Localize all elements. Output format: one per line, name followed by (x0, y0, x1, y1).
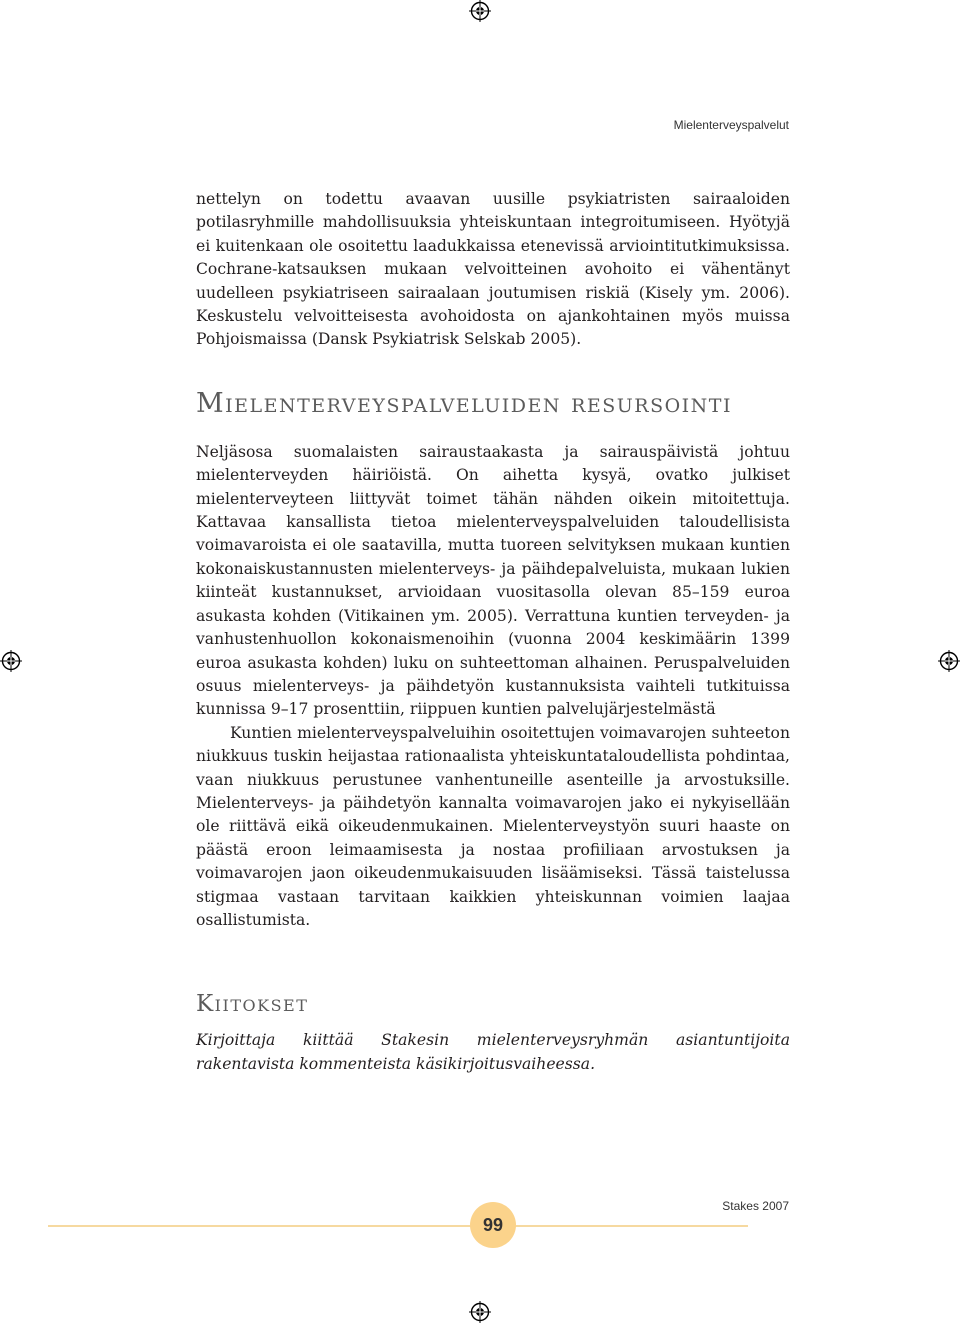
registration-mark-icon (0, 650, 22, 672)
footer-source: Stakes 2007 (722, 1199, 789, 1213)
page-content (196, 188, 790, 1076)
running-header: Mielenterveyspalvelut (673, 118, 789, 132)
registration-mark-icon (469, 0, 491, 22)
resursointi-paragraph-2: Kuntien mielenterveyspalveluihin osoitettujen voimavarojen suhteeton niukkuus tuskin heijastaa rationaalista yhteiskuntataloudellista pohdintaa, vaan niukkuus perustunee vanhentuneille asenteille ja arvostuksille. Mielenterveys- ja päihdetyön kannalta voimavarojen jako ei nykyisellään ole riittävä eikä oikeudenmukainen. Mielenterveystyön suuri haaste on päästä eroon leimaamisesta ja nostaa profiiliaan arvostuksen ja voimavarojen jaon oikeudenmukaisuuden lisäämiseksi. Tässä taistelussa stigmaa vastaan tarvitaan kaikkien yhteiskunnan voimien laajaa osallistumista. (196, 723, 790, 929)
page-number: 99 (482, 1214, 504, 1235)
footer-rule (48, 1225, 748, 1227)
section-heading-kiitokset: Kiitokset (196, 991, 309, 1018)
registration-mark-icon (469, 1301, 491, 1323)
section-heading-resursointi: Mielenterveyspalveluiden resursointi (196, 387, 732, 419)
registration-mark-icon (938, 650, 960, 672)
resursointi-paragraph-1: Neljäsosa suomalaisten sairaustaakasta ja sairauspäivistä johtuu mielenterveyden häiriöistä. On aihetta kysyä, ovatko julkiset mielenterveyteen liittyvät toimet tähän nähden oikein mitoitettuja. Kattavaa kansallista tietoa mielenterveyspalveluiden taloudellisista voimavaroista ei ole saatavilla, mutta tuoreen selvityksen mukaan kuntien kokonaiskustannusten mielenterveys- ja päihdepalveluista, mukaan lukien kiinteät kustannukset, arvioidaan vuositasolla olevan 85–159 euroa asukasta kohden (Vitikainen ym. 2005). Verrattuna kuntien terveyden- ja vanhustenhuollon kokonaismenoihin (vuonna 2004 keskimäärin 1399 euroa asukasta kohden) luku on suhteettoman alhainen. Peruspalveluiden osuus mielenterveys- ja päihdetyön kustannuksista vaihteli tutkituissa kunnissa 9–17 prosenttiin, riippuen kuntien palvelujärjestelmästä (196, 442, 790, 719)
page-number-badge (470, 1202, 516, 1248)
intro-paragraph: nettelyn on todettu avaavan uusille psykiatristen sairaaloiden potilasryhmille mahdollisuuksia yhteiskuntaan integroitumiseen. Hyötyjä ei kuitenkaan ole osoitettu laadukkaissa etenevissä arviointitutkimuksissa. Cochrane-katsauksen mukaan velvoitteinen avohoito ei vähentänyt uudelleen psykiatriseen sairaalaan joutumisen riskiä (Kisely ym. 2006). Keskustelu velvoitteisesta avohoidosta on ajankohtainen myös muissa Pohjoismaissa (Dansk Psykiatrisk Selskab 2005). (196, 190, 790, 349)
acknowledgements-paragraph: Kirjoittaja kiittää Stakesin mielenterveysryhmän asiantuntijoita rakentavista kommenteista käsikirjoitusvaiheessa. (196, 1031, 790, 1073)
